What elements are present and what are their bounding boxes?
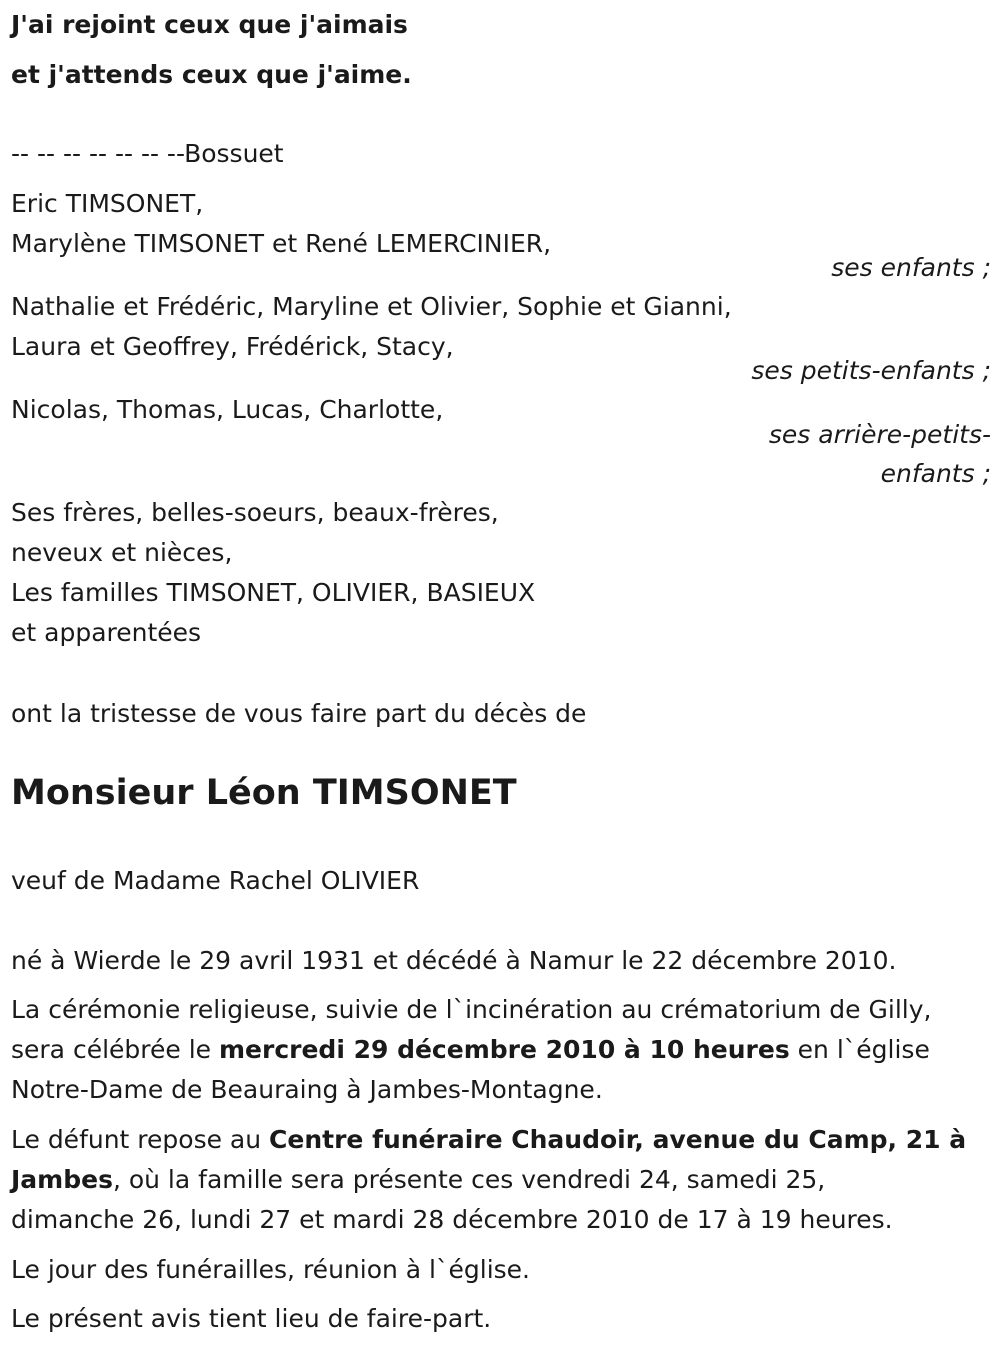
epigraph-author: -- -- -- -- -- -- --Bossuet [11, 139, 284, 168]
ceremony-line-3: Notre-Dame de Beauraing à Jambes-Montagne. [11, 1075, 603, 1104]
great-grandchildren-label-2: enfants ; [880, 459, 991, 488]
ceremony-line-2-pre: sera célébrée le [11, 1035, 219, 1064]
announcement-intro: ont la tristesse de vous faire part du décès de [11, 699, 587, 728]
visitation-line-1 [11, 1125, 966, 1155]
grandchildren-line-2: Laura et Geoffrey, Frédérick, Stacy, [11, 332, 454, 361]
ceremony-line-2-post: en l`église [789, 1035, 930, 1064]
children-line-1: Eric TIMSONET, [11, 189, 204, 218]
visitation-line-1-pre: Le défunt repose au [11, 1125, 270, 1154]
notice-statement: Le présent avis tient lieu de faire-part. [11, 1304, 492, 1333]
ceremony-line-2 [11, 1035, 930, 1065]
epigraph-line-1: J'ai rejoint ceux que j'aimais [11, 10, 408, 39]
visitation-line-2 [11, 1165, 825, 1195]
relatives-line-2: neveux et nièces, [11, 538, 233, 567]
widower-of: veuf de Madame Rachel OLIVIER [11, 866, 420, 895]
relatives-line-1: Ses frères, belles-soeurs, beaux-frères, [11, 498, 499, 527]
ceremony-date: mercredi 29 décembre 2010 à 10 heures [218, 1035, 790, 1064]
great-grandchildren-line: Nicolas, Thomas, Lucas, Charlotte, [11, 395, 444, 424]
relatives-line-3: Les familles TIMSONET, OLIVIER, BASIEUX [11, 578, 536, 607]
grandchildren-label: ses petits-enfants ; [751, 356, 991, 385]
funeral-meeting: Le jour des funérailles, réunion à l`église. [11, 1255, 530, 1284]
relatives-line-4: et apparentées [11, 618, 202, 647]
children-label: ses enfants ; [831, 253, 991, 282]
great-grandchildren-label-1: ses arrière-petits- [768, 420, 991, 449]
grandchildren-line-1: Nathalie et Frédéric, Maryline et Olivier, Sophie et Gianni, [11, 292, 732, 321]
funeral-center-address: Centre funéraire Chaudoir, avenue du Camp, 21 à [269, 1125, 967, 1154]
ceremony-line-1: La cérémonie religieuse, suivie de l`incinération au crématorium de Gilly, [11, 995, 932, 1024]
visitation-line-3: dimanche 26, lundi 27 et mardi 28 décembre 2010 de 17 à 19 heures. [11, 1205, 893, 1234]
children-line-2: Marylène TIMSONET et René LEMERCINIER, [11, 229, 552, 258]
deceased-name: Monsieur Léon TIMSONET [11, 773, 517, 813]
funeral-center-city: Jambes [11, 1165, 113, 1194]
birth-death: né à Wierde le 29 avril 1931 et décédé à Namur le 22 décembre 2010. [11, 946, 897, 975]
epigraph-line-2: et j'attends ceux que j'aime. [11, 60, 412, 89]
visitation-line-2-post: , où la famille sera présente ces vendredi 24, samedi 25, [112, 1165, 826, 1194]
